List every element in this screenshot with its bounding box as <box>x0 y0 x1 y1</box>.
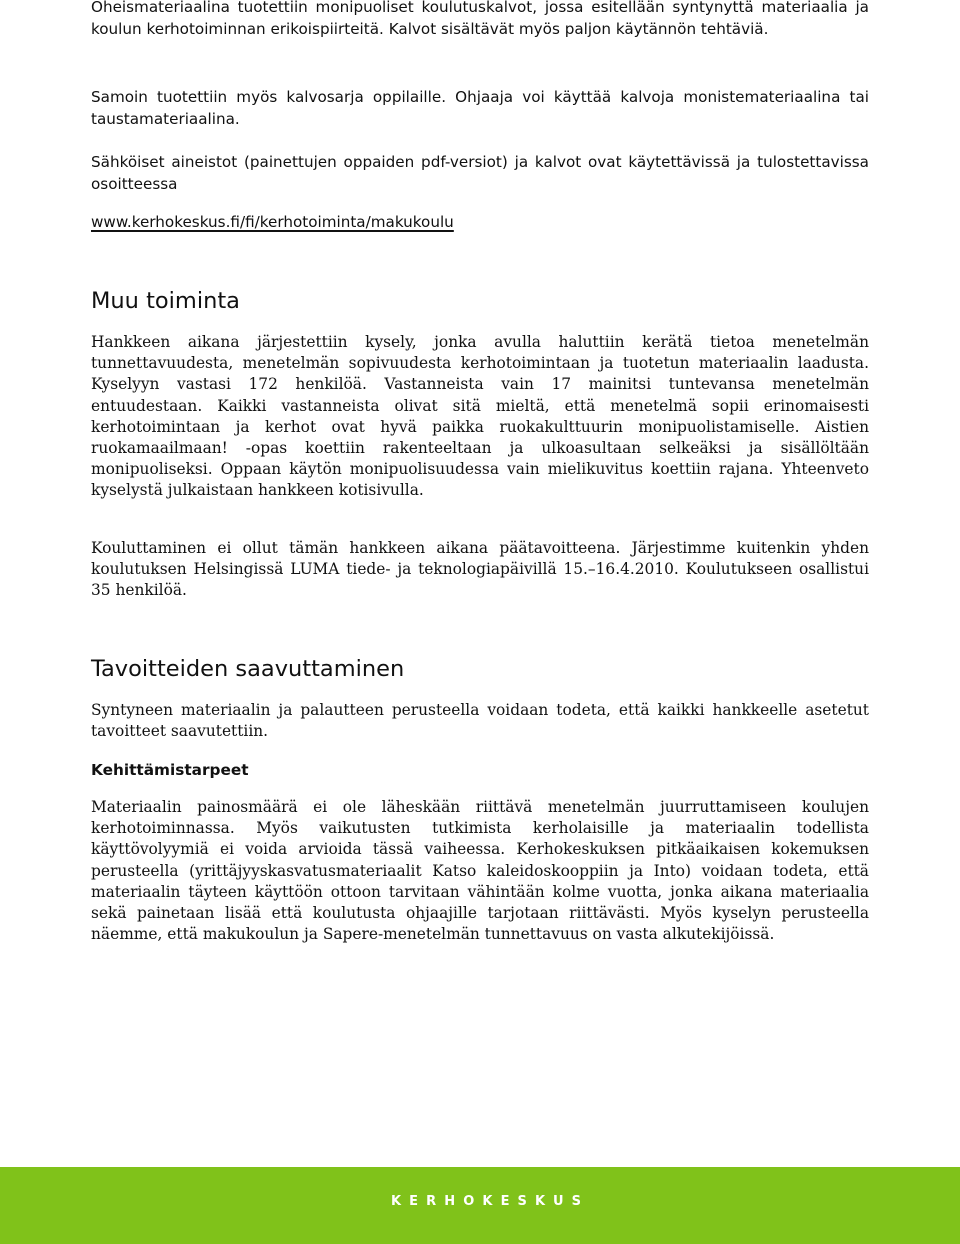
development-needs-paragraph: Materiaalin painosmäärä ei ole läheskään riittävä menetelmän juurruttamiseen koulujen kerhotoiminnassa. Myös vaikutusten tutkimista kerholaisille ja materiaalin todellista käyttövolyymiä ei voida arvioida tässä vaiheessa. Kerhokeskuksen pitkäaikaisen kokemuksen perusteella (yrittäjyyskasvatusmateriaalit Katso kaleidoskooppiin ja Into) voidaan todeta, että materiaalin täyteen käyttöön ottoon tarvitaan vähintään kolme vuotta, jonka aikana materiaalia sekä painetaan lisää että koulutusta ohjaajille tarjotaan riittävästi. Myös kyselyn perusteella näemme, että makukoulun ja Sapere-menetelmän tunnettavuus on vasta alkutekijöissä. <box>91 798 869 944</box>
kerhokeskus-logo-text: KERHOKESKUS <box>391 1194 590 1209</box>
survey-paragraph: Hankkeen aikana järjestettiin kysely, jonka avulla haluttiin kerätä tietoa menetelmän tunnettavuudesta, menetelmän sopivuudesta kerhotoimintaan ja tuotetun materiaalin laadusta. Kyselyyn vastasi 172 henkilöä. Vastanneista vain 17 mainitsi tuntevansa menetelmän entuudestaan. Kaikki vastanneista olivat sitä mieltä, että menetelmä sopii erinomaisesti kerhotoimintaan ja kerhot ovat hyvä paikka ruokakulttuurin monipuolistamiselle. Aistien ruokamaailmaan! -opas koettiin rakenteeltaan ja ulkoasultaan selkeäksi ja sisällöltään monipuoliseksi. Oppaan käytön monipuolisuudessa vain mielikuvitus koettiin rajana. Yhteenveto kyselystä julkaistaan hankkeen kotisivulla. <box>91 333 869 500</box>
link-row <box>91 212 869 231</box>
footer-bar <box>0 1167 960 1244</box>
tavoitteet-section <box>91 654 869 684</box>
intro-paragraph-materials: Oheismateriaalina tuotettiin monipuoliset koulutuskalvot, jossa esitellään syntynyttä materiaalia ja koulun kerhotoiminnan erikoispiirteitä. Kalvot sisältävät myös paljon käytännön tehtäviä. <box>91 0 869 38</box>
goals-paragraph: Syntyneen materiaalin ja palautteen perusteella voidaan todeta, että kaikki hankkeelle asetetut tavoitteet saavutettiin. <box>91 701 869 741</box>
intro-section-3 <box>91 152 869 195</box>
kerhokeskus-link[interactable]: www.kerhokeskus.fi/fi/kerhotoiminta/makukoulu <box>91 213 454 231</box>
kehittamistarpeet-body <box>91 797 869 945</box>
intro-paragraph-slides: Samoin tuotettiin myös kalvosarja oppilaille. Ohjaaja voi käyttää kalvoja monistemateriaalina tai taustamateriaalina. <box>91 88 869 128</box>
intro-paragraph-electronic: Sähköiset aineistot (painettujen oppaiden pdf-versiot) ja kalvot ovat käytettävissä ja tulostettavissa osoitteessa <box>91 153 869 193</box>
section-heading-muu-toiminta: Muu toiminta <box>91 288 240 314</box>
tavoitteet-body <box>91 700 869 742</box>
intro-section <box>91 0 869 40</box>
muu-toiminta-body-2 <box>91 538 869 602</box>
section-heading-tavoitteet: Tavoitteiden saavuttaminen <box>91 656 405 682</box>
muu-toiminta-body <box>91 332 869 502</box>
training-paragraph: Kouluttaminen ei ollut tämän hankkeen aikana päätavoitteena. Järjestimme kuitenkin yhden koulutuksen Helsingissä LUMA tiede- ja teknologiapäivillä 15.–16.4.2010. Koulutukseen osallistui 35 henkilöä. <box>91 539 869 600</box>
muu-toiminta-section <box>91 286 869 316</box>
kehittamistarpeet-heading-row <box>91 760 869 781</box>
intro-section-2 <box>91 87 869 130</box>
subheading-kehittamistarpeet: Kehittämistarpeet <box>91 761 249 779</box>
